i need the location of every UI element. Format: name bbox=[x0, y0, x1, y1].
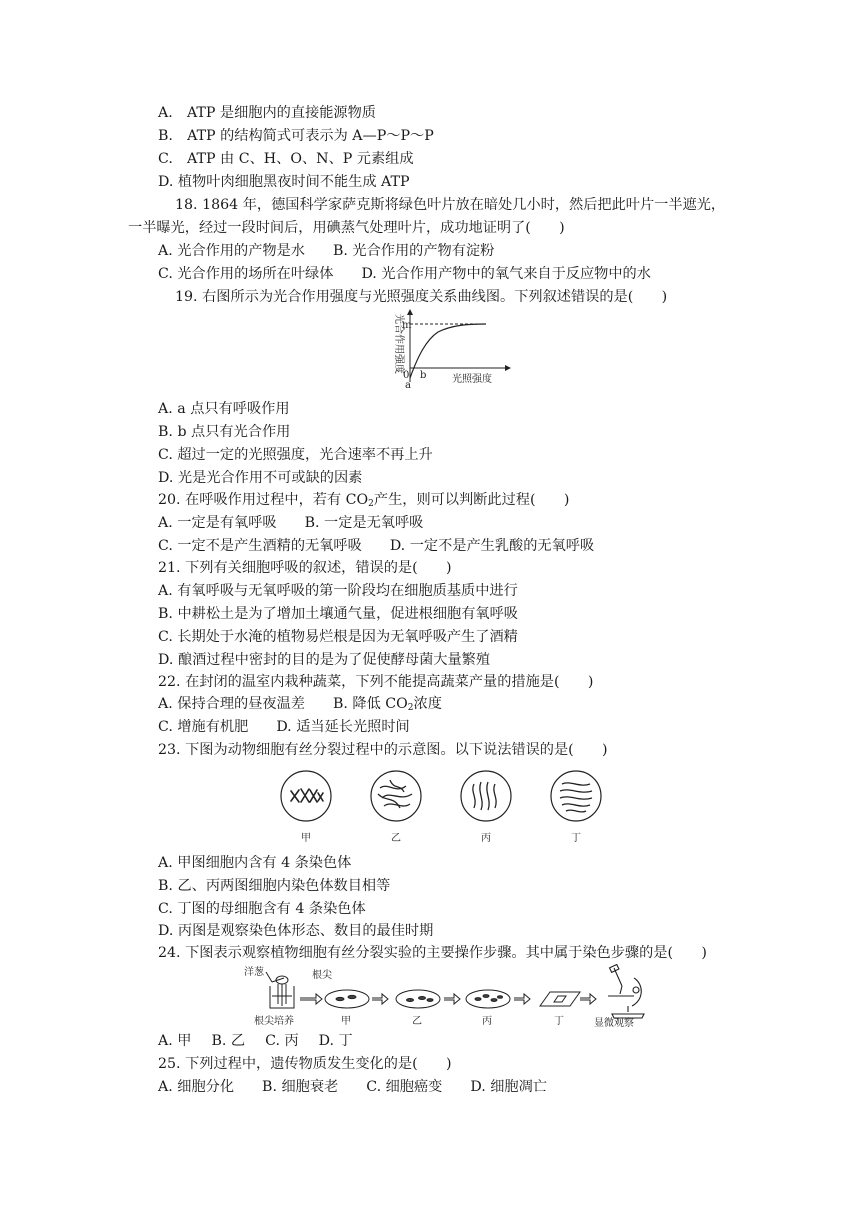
q21-stem: 21. 下列有关细胞呼吸的叙述，错误的是( ) bbox=[158, 560, 452, 576]
q19-option-d: D. 光是光合作用不可或缺的因素 bbox=[158, 470, 363, 486]
q24-label-bing: 丙 bbox=[482, 1016, 492, 1027]
q24-label-yi: 乙 bbox=[412, 1016, 422, 1027]
q18-options-row1 bbox=[158, 241, 494, 261]
q23-cell-yi bbox=[371, 771, 421, 821]
q19-m-label: m bbox=[402, 320, 412, 331]
q22-option-d: D. 适当延长光照时间 bbox=[276, 719, 410, 735]
q22-option-c: C. 增施有机肥 bbox=[158, 719, 249, 735]
q25-option-d: D. 细胞凋亡 bbox=[470, 1079, 547, 1095]
q18-stem-line1: 18. 1864 年，德国科学家萨克斯将绿色叶片放在暗处几小时，然后把此叶片一半遮光， bbox=[175, 197, 726, 213]
q20-stem-pre: 20. 在呼吸作用过程中，若有 CO bbox=[158, 492, 369, 508]
q19-option-a: A. a 点只有呼吸作用 bbox=[158, 401, 290, 417]
q25-stem: 25. 下列过程中，遗传物质发生变化的是( ) bbox=[158, 1056, 452, 1072]
q24-figure bbox=[242, 964, 678, 1030]
q25-option-c: C. 细胞癌变 bbox=[366, 1079, 443, 1095]
q24-option-d: D. 丁 bbox=[318, 1033, 353, 1049]
q19-graph bbox=[380, 306, 520, 392]
q24-dish-jia bbox=[325, 990, 369, 1008]
q24-label-jia: 甲 bbox=[341, 1016, 351, 1027]
q24-arrow-5 bbox=[580, 994, 596, 1004]
q22-option-b-post: 浓度 bbox=[413, 696, 442, 712]
q25-option-a: A. 细胞分化 bbox=[158, 1079, 235, 1095]
q23-option-b: B. 乙、丙两图细胞内染色体数目相等 bbox=[158, 878, 391, 894]
q20-stem bbox=[158, 490, 569, 514]
q19-stem: 19. 右图所示为光合作用强度与光照强度关系曲线图。下列叙述错误的是( ) bbox=[175, 289, 668, 305]
q24-option-a: A. 甲 bbox=[158, 1033, 192, 1049]
q20-option-b: B. 一定是无氧呼吸 bbox=[304, 515, 424, 531]
q21-option-b: B. 中耕松土是为了增加土壤通气量，促进根细胞有氧呼吸 bbox=[158, 606, 518, 622]
q20-option-a: A. 一定是有氧呼吸 bbox=[158, 515, 277, 531]
q17-option-c: C. ATP 由 C、H、O、N、P 元素组成 bbox=[158, 151, 414, 167]
q23-option-c: C. 丁图的母细胞含有 4 条染色体 bbox=[158, 901, 366, 917]
q23-option-a: A. 甲图细胞内含有 4 条染色体 bbox=[158, 855, 352, 871]
q23-label-yi: 乙 bbox=[391, 833, 401, 844]
q25-option-b: B. 细胞衰老 bbox=[262, 1079, 339, 1095]
q23-cell-bing bbox=[461, 771, 511, 821]
q19-option-b: B. b 点只有光合作用 bbox=[158, 424, 291, 440]
q20-options-row1 bbox=[158, 513, 423, 533]
q23-cell-jia bbox=[281, 771, 331, 821]
q24-dish-yi bbox=[396, 990, 440, 1008]
q24-label-culture: 根尖培养 bbox=[254, 1016, 294, 1027]
q22-option-b bbox=[333, 696, 442, 712]
q23-stem: 23. 下图为动物细胞有丝分裂过程中的示意图。以下说法错误的是( ) bbox=[158, 742, 608, 758]
q24-arrow-2 bbox=[372, 994, 388, 1004]
q23-label-ding: 丁 bbox=[571, 833, 581, 844]
q24-arrow-4 bbox=[514, 994, 530, 1004]
q22-option-a: A. 保持合理的昼夜温差 bbox=[158, 696, 305, 712]
q19-xlabel: 光照强度 bbox=[452, 374, 492, 385]
q24-slide bbox=[540, 992, 580, 1006]
q18-option-d: D. 光合作用产物中的氧气来自于反应物中的水 bbox=[361, 266, 651, 282]
q24-label-ding: 丁 bbox=[554, 1016, 564, 1027]
q17-option-b: B. ATP 的结构简式可表示为 A—P～P～P bbox=[158, 128, 434, 144]
q22-option-b-sub: 2 bbox=[407, 703, 414, 713]
q18-option-a: A. 光合作用的产物是水 bbox=[158, 243, 305, 259]
q21-option-a: A. 有氧呼吸与无氧呼吸的第一阶段均在细胞质基质中进行 bbox=[158, 583, 518, 599]
q24-stem: 24. 下图表示观察植物细胞有丝分裂实验的主要操作步骤。其中属于染色步骤的是( ) bbox=[158, 945, 707, 961]
q19-ylabel: 光合作用强度 bbox=[393, 314, 404, 374]
q23-label-bing: 丙 bbox=[481, 833, 491, 844]
q24-option-b: B. 乙 bbox=[211, 1033, 246, 1049]
q24-microscope bbox=[608, 964, 644, 1018]
q22-options-row2 bbox=[158, 717, 410, 737]
q24-label-micro: 显微观察 bbox=[594, 1018, 634, 1029]
q18-option-b: B. 光合作用的产物有淀粉 bbox=[332, 243, 495, 259]
q24-beaker bbox=[244, 965, 294, 1008]
q23-label-jia: 甲 bbox=[301, 833, 311, 844]
q19-option-c: C. 超过一定的光照强度，光合速率不再上升 bbox=[158, 447, 433, 463]
q20-option-c: C. 一定不是产生酒精的无氧呼吸 bbox=[158, 538, 362, 554]
q22-option-b-pre: B. 降低 CO bbox=[332, 696, 408, 712]
q19-o-label: 0 bbox=[403, 370, 410, 381]
q21-option-c: C. 长期处于水淹的植物易烂根是因为无氧呼吸产生了酒精 bbox=[158, 629, 518, 645]
q20-options-row2 bbox=[158, 536, 594, 556]
q22-stem: 22. 在封闭的温室内栽种蔬菜，下列不能提高蔬菜产量的措施是( ) bbox=[158, 674, 594, 690]
q17-option-a: A. ATP 是细胞内的直接能源物质 bbox=[158, 105, 376, 121]
q20-stem-post: 产生，则可以判断此过程( ) bbox=[373, 492, 570, 508]
q24-options bbox=[158, 1031, 353, 1051]
q24-option-c: C. 丙 bbox=[265, 1033, 299, 1049]
q20-option-d: D. 一定不是产生乳酸的无氧呼吸 bbox=[389, 538, 595, 554]
q24-label-onion: 洋葱 bbox=[244, 967, 264, 978]
q18-options-row2 bbox=[158, 264, 651, 284]
q21-option-d: D. 酿酒过程中密封的目的是为了促使酵母菌大量繁殖 bbox=[158, 652, 491, 668]
q20-stem-sub: 2 bbox=[368, 499, 374, 509]
q23-option-d: D. 丙图是观察染色体形态、数目的最佳时期 bbox=[158, 923, 434, 939]
q17-option-d: D. 植物叶肉细胞黑夜时间不能生成 ATP bbox=[158, 174, 410, 190]
q18-option-c: C. 光合作用的场所在叶绿体 bbox=[158, 266, 334, 282]
q23-figure bbox=[280, 766, 610, 848]
q24-arrow-1 bbox=[300, 994, 322, 1004]
q24-label-root-tip: 根尖 bbox=[312, 970, 332, 981]
q25-options bbox=[158, 1077, 547, 1097]
q19-b-label: b bbox=[420, 370, 427, 381]
q23-cell-ding bbox=[551, 771, 601, 821]
q18-stem-line2: 一半曝光，经过一段时间后，用碘蒸气处理叶片，成功地证明了( ) bbox=[128, 220, 565, 236]
q24-dish-bing bbox=[466, 990, 510, 1008]
q24-arrow-3 bbox=[444, 994, 460, 1004]
q19-a-label: a bbox=[405, 380, 411, 391]
q22-options-row1 bbox=[158, 694, 442, 718]
